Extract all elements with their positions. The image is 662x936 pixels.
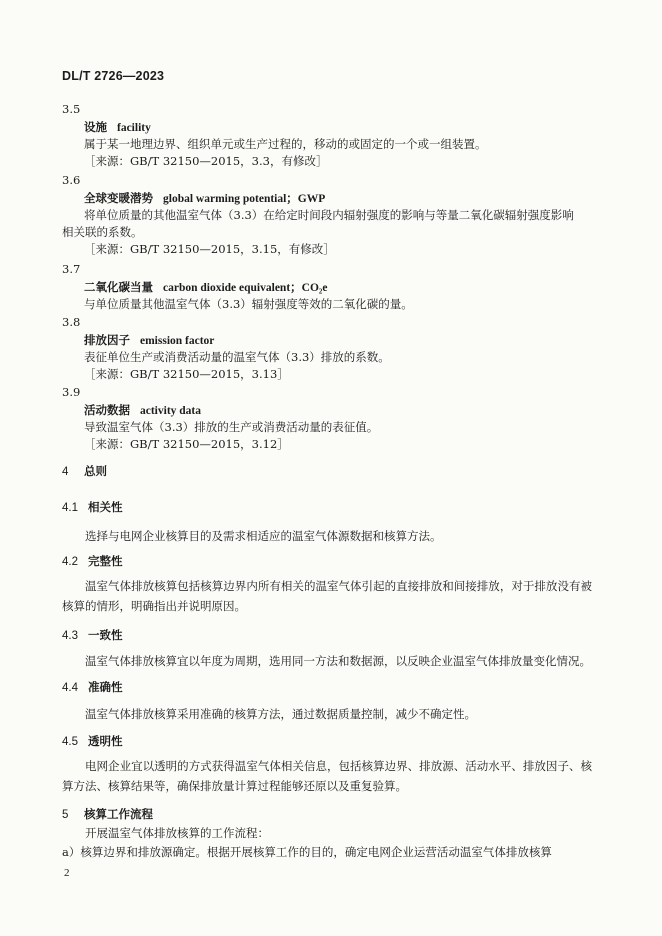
term-title-en: facility [117, 122, 151, 134]
term-title [84, 332, 624, 349]
term-definition: 将单位质量的其他温室气体（3.3）在给定时间段内辐射强度的影响与等量二氧化碳辐射强度影响 [84, 208, 574, 222]
subsection-number: 4.1 [62, 502, 78, 514]
term-title-en: activity data [140, 405, 202, 417]
term-definition: 导致温室气体（3.3）排放的生产或消费活动量的表征值。 [84, 420, 379, 434]
term-source: ［来源：GB/T 32150—2015，3.12］ [84, 437, 289, 451]
term-3-6 [62, 172, 622, 256]
term-title-cn: 排放因子 [84, 333, 130, 347]
list-item-a: a）核算边界和排放源确定。根据开展核算工作的目的，确定电网企业运营活动温室气体排放核算 [62, 845, 552, 859]
term-definition-cont: 相关联的系数。 [62, 225, 143, 239]
section-5-heading [62, 806, 153, 822]
subsection-number: 4.4 [62, 682, 78, 694]
subsection-title: 一致性 [88, 628, 123, 642]
subsection-4-2-text: 温室气体排放核算包括核算边界内所有相关的温室气体引起的直接排放和间接排放，对于排放没有被核算的情形，明确指出并说明原因。 [62, 579, 592, 613]
subsection-4-2-heading [62, 553, 123, 569]
term-title-en: carbon dioxide equivalent；CO₂e [163, 282, 328, 294]
term-title-en: global warming potential；GWP [163, 193, 326, 205]
subsection-number: 4.5 [62, 736, 78, 748]
standard-code: DL/T 2726—2023 [62, 69, 165, 83]
term-3-9 [62, 384, 622, 451]
term-definition: 与单位质量其他温室气体（3.3）辐射强度等效的二氧化碳的量。 [84, 297, 413, 311]
term-title [84, 190, 624, 207]
subsection-number: 4.3 [62, 630, 78, 642]
subsection-4-4-text: 温室气体排放核算采用准确的核算方法，通过数据质量控制，减少不确定性。 [85, 707, 476, 721]
term-source: ［来源：GB/T 32150—2015，3.3，有修改］ [84, 154, 328, 168]
subsection-title: 相关性 [88, 500, 123, 514]
subsection-title: 完整性 [88, 554, 123, 568]
section-title: 总则 [84, 464, 107, 478]
section-title: 核算工作流程 [84, 807, 153, 821]
section-5-intro: 开展温室气体排放核算的工作流程： [85, 826, 269, 840]
term-title-cn: 活动数据 [84, 403, 130, 417]
section-number: 5 [62, 809, 69, 821]
term-number: 3.8 [62, 315, 81, 329]
subsection-4-3-text: 温室气体排放核算宜以年度为周期，选用同一方法和数据源，以反映企业温室气体排放量变化情况。 [85, 654, 591, 668]
term-title-cn: 设施 [84, 120, 107, 134]
term-definition: 表征单位生产或消费活动量的温室气体（3.3）排放的系数。 [84, 350, 390, 364]
term-number: 3.6 [62, 173, 81, 187]
subsection-4-5-text: 电网企业宜以透明的方式获得温室气体相关信息，包括核算边界、排放源、活动水平、排放因子、核算方法、核算结果等，确保排放量计算过程能够还原以及重复验算。 [62, 759, 592, 793]
section-4-heading [62, 463, 107, 479]
term-definition: 属于某一地理边界、组织单元或生产过程的，移动的或固定的一个或一组装置。 [84, 137, 487, 151]
term-source: ［来源：GB/T 32150—2015，3.15，有修改］ [84, 242, 335, 256]
subsection-4-3-heading [62, 627, 123, 643]
term-3-8 [62, 314, 622, 381]
subsection-title: 透明性 [88, 734, 123, 748]
term-source: ［来源：GB/T 32150—2015，3.13］ [84, 367, 289, 381]
term-title-cn: 二氧化碳当量 [84, 280, 153, 294]
subsection-4-5-heading [62, 733, 123, 749]
term-title [84, 279, 624, 296]
subsection-4-1-heading [62, 499, 123, 515]
term-3-5 [62, 101, 622, 168]
term-title-cn: 全球变暖潜势 [84, 191, 153, 205]
term-number: 3.5 [62, 102, 81, 116]
subsection-4-4-heading [62, 679, 123, 695]
term-title [84, 119, 624, 136]
page-number: 2 [64, 867, 70, 879]
section-number: 4 [62, 466, 69, 478]
term-number: 3.7 [62, 262, 81, 276]
term-number: 3.9 [62, 385, 81, 399]
term-title [84, 402, 624, 419]
subsection-number: 4.2 [62, 556, 78, 568]
term-3-7 [62, 261, 622, 311]
term-title-en: emission factor [140, 335, 215, 347]
subsection-4-1-text: 选择与电网企业核算目的及需求相适应的温室气体源数据和核算方法。 [85, 529, 442, 543]
subsection-title: 准确性 [88, 680, 123, 694]
